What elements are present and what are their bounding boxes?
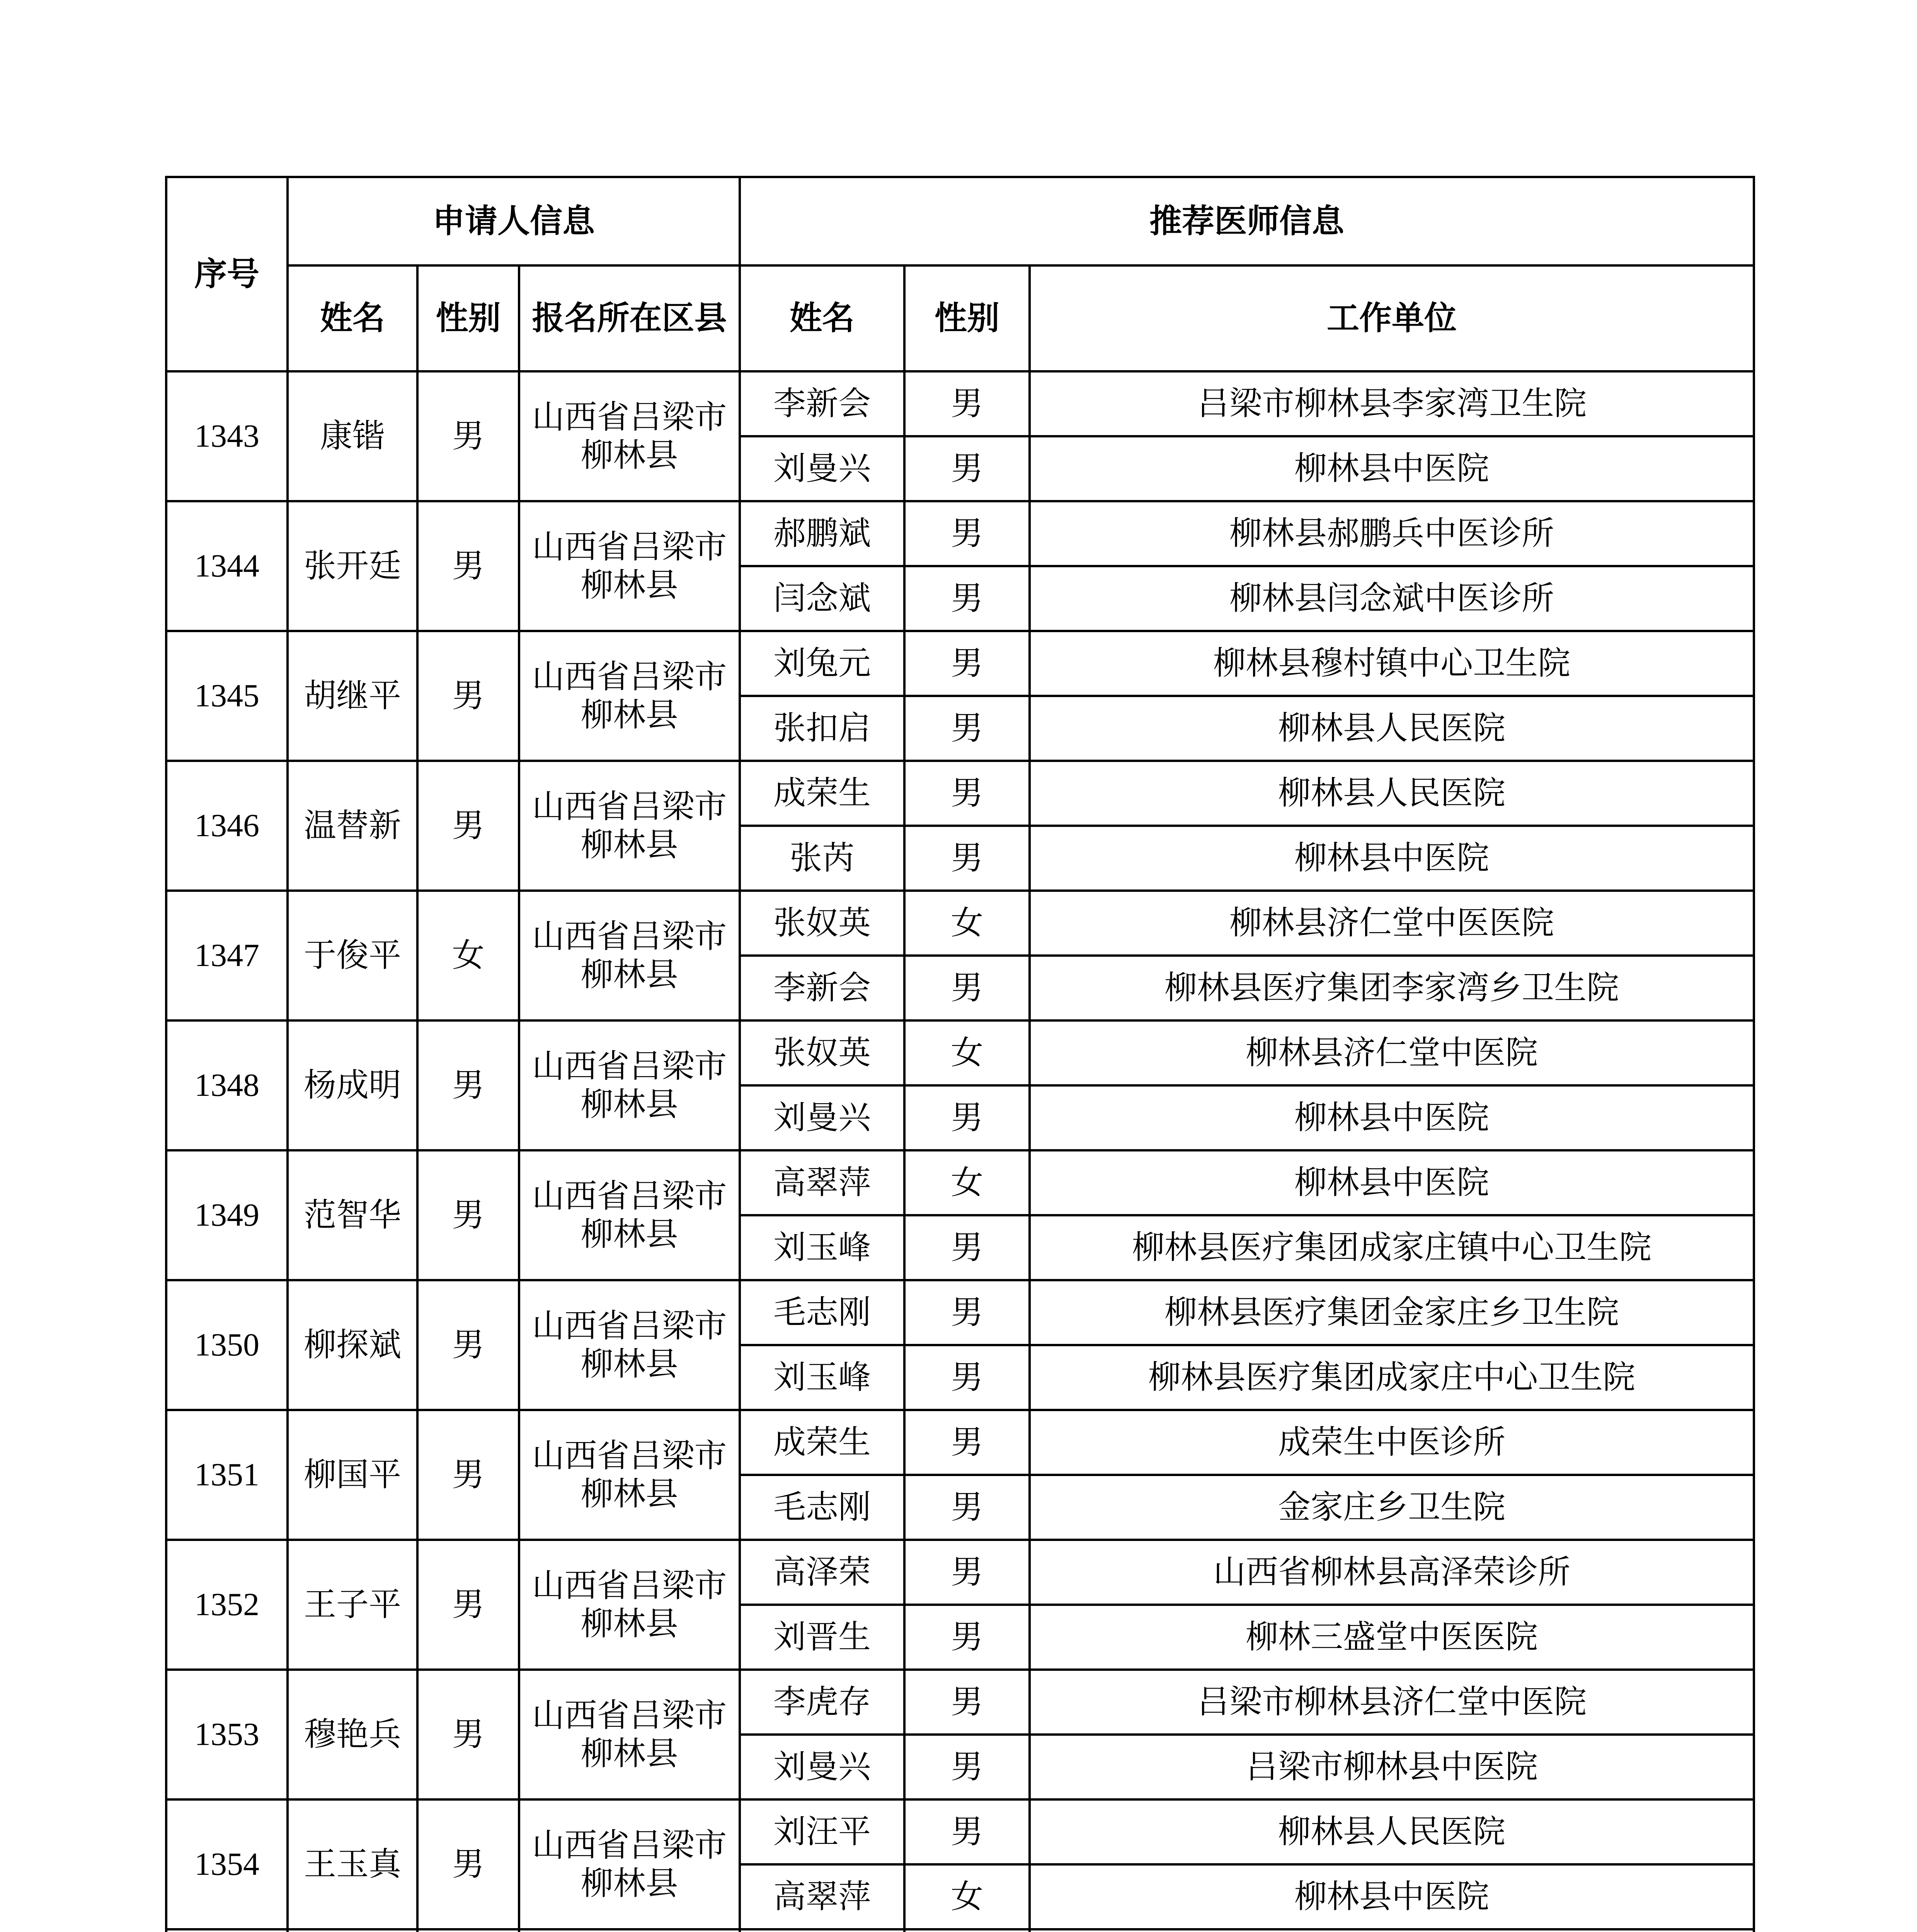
table-row xyxy=(166,1799,1754,1864)
table-row xyxy=(166,501,1754,566)
cell-seq: 1343 xyxy=(166,371,288,501)
cell-applicant-gender: 男 xyxy=(417,1540,519,1670)
cell-doctor-name: 高泽荣 xyxy=(740,1540,904,1605)
cell-doctor-name: 刘曼兴 xyxy=(740,1735,904,1799)
cell-doctor-name: 成荣生 xyxy=(740,761,904,826)
cell-seq: 1353 xyxy=(166,1670,288,1799)
header-doctor-name: 姓名 xyxy=(740,265,904,371)
cell-seq: 1347 xyxy=(166,891,288,1020)
table-row xyxy=(166,371,1754,436)
cell-doctor-gender: 男 xyxy=(904,436,1030,501)
cell-applicant-region: 山西省吕梁市柳林县 xyxy=(519,1150,740,1280)
cell-seq: 1350 xyxy=(166,1280,288,1410)
cell-doctor-gender: 女 xyxy=(904,1020,1030,1085)
cell-doctor-unit: 山西省柳林县高泽荣诊所 xyxy=(1030,1540,1754,1605)
cell-doctor-unit: 柳林县穆村镇中心卫生院 xyxy=(1030,631,1754,696)
recommendation-table xyxy=(165,176,1755,1932)
cell-applicant-gender: 男 xyxy=(417,1020,519,1150)
cell-doctor-gender: 男 xyxy=(904,1735,1030,1799)
cell-doctor-name: 刘兔元 xyxy=(740,631,904,696)
cell-doctor-name: 刘汪平 xyxy=(740,1799,904,1864)
cell-seq: 1354 xyxy=(166,1799,288,1929)
cell-doctor-unit: 柳林县医疗集团金家庄乡卫生院 xyxy=(1030,1280,1754,1345)
cell-doctor-gender: 男 xyxy=(904,1670,1030,1735)
table-row xyxy=(166,1540,1754,1605)
cell-seq xyxy=(166,1929,288,1932)
cell-applicant-gender: 女 xyxy=(417,891,519,1020)
cell-applicant-gender: 男 xyxy=(417,1410,519,1540)
cell-applicant-region: 山西省吕梁市柳林县 xyxy=(519,1410,740,1540)
cell-doctor-unit: 柳林县医疗集团成家庄镇中心卫生院 xyxy=(1030,1215,1754,1280)
cell-doctor-gender: 男 xyxy=(904,1410,1030,1475)
table-row xyxy=(166,1410,1754,1475)
header-applicant-gender: 性别 xyxy=(417,265,519,371)
cell-doctor-name: 刘曼兴 xyxy=(740,436,904,501)
cell-doctor-name: 高翠萍 xyxy=(740,1864,904,1929)
cell-applicant-name: 张开廷 xyxy=(288,501,417,631)
header-doctor-info: 推荐医师信息 xyxy=(740,177,1754,265)
cell-applicant-name: 柳国平 xyxy=(288,1410,417,1540)
cell-doctor-gender: 男 xyxy=(904,371,1030,436)
table-row xyxy=(166,1280,1754,1345)
cell-doctor-unit: 柳林县医疗集团李家湾乡卫生院 xyxy=(1030,956,1754,1020)
cell-applicant-gender: 男 xyxy=(417,1799,519,1929)
cell-doctor-name: 李新会 xyxy=(740,371,904,436)
cell-doctor-name: 张奴英 xyxy=(740,891,904,956)
cell-applicant-name: 温替新 xyxy=(288,761,417,891)
table-body xyxy=(166,371,1754,1932)
cell-doctor-gender: 男 xyxy=(904,1345,1030,1410)
cell-applicant-gender: 男 xyxy=(417,761,519,891)
table-row xyxy=(166,1020,1754,1085)
cell-doctor-gender: 男 xyxy=(904,696,1030,761)
cell-doctor-name xyxy=(740,1929,904,1932)
cell-applicant-region: 山西省吕梁市柳林县 xyxy=(519,1799,740,1929)
cell-applicant-name: 胡继平 xyxy=(288,631,417,761)
cell-applicant-name: 于俊平 xyxy=(288,891,417,1020)
cell-applicant-gender xyxy=(417,1929,519,1932)
cell-doctor-name: 张奴英 xyxy=(740,1020,904,1085)
cell-doctor-gender: 男 xyxy=(904,631,1030,696)
cell-doctor-unit: 柳林县济仁堂中医医院 xyxy=(1030,891,1754,956)
cell-seq: 1352 xyxy=(166,1540,288,1670)
cell-doctor-gender: 男 xyxy=(904,761,1030,826)
cell-doctor-name: 刘晋生 xyxy=(740,1605,904,1670)
cell-doctor-gender: 男 xyxy=(904,1605,1030,1670)
cell-applicant-region: 山西省吕梁市柳林县 xyxy=(519,371,740,501)
cell-doctor-gender: 男 xyxy=(904,1215,1030,1280)
cell-doctor-name: 毛志刚 xyxy=(740,1280,904,1345)
cell-doctor-name: 郝鹏斌 xyxy=(740,501,904,566)
header-doctor-gender: 性别 xyxy=(904,265,1030,371)
cell-applicant-region: 山西省吕梁市柳林县 xyxy=(519,1670,740,1799)
cell-doctor-name: 李新会 xyxy=(740,956,904,1020)
cell-applicant-name: 柳探斌 xyxy=(288,1280,417,1410)
cell-doctor-unit: 柳林县郝鹏兵中医诊所 xyxy=(1030,501,1754,566)
cell-doctor-unit: 柳林县济仁堂中医院 xyxy=(1030,1020,1754,1085)
cell-doctor-gender: 女 xyxy=(904,1150,1030,1215)
cell-doctor-name: 刘曼兴 xyxy=(740,1085,904,1150)
cell-doctor-unit: 柳林三盛堂中医医院 xyxy=(1030,1605,1754,1670)
header-seq: 序号 xyxy=(166,177,288,371)
header-doctor-unit: 工作单位 xyxy=(1030,265,1754,371)
table-row xyxy=(166,891,1754,956)
table-row xyxy=(166,1670,1754,1735)
cell-applicant-region: 山西省吕梁市柳林县 xyxy=(519,1280,740,1410)
cell-doctor-unit: 吕梁市柳林县中医院 xyxy=(1030,1735,1754,1799)
cell-doctor-unit: 柳林县医疗集团成家庄中心卫生院 xyxy=(1030,1345,1754,1410)
cell-applicant-name: 穆艳兵 xyxy=(288,1670,417,1799)
cell-doctor-gender: 男 xyxy=(904,1280,1030,1345)
cell-applicant-region xyxy=(519,1929,740,1932)
cell-seq: 1349 xyxy=(166,1150,288,1280)
cell-applicant-region: 山西省吕梁市柳林县 xyxy=(519,631,740,761)
cell-applicant-gender: 男 xyxy=(417,1280,519,1410)
cell-applicant-region: 山西省吕梁市柳林县 xyxy=(519,761,740,891)
cell-doctor-name: 李虎存 xyxy=(740,1670,904,1735)
cell-doctor-gender: 男 xyxy=(904,1799,1030,1864)
cell-doctor-gender: 男 xyxy=(904,1540,1030,1605)
cell-seq: 1351 xyxy=(166,1410,288,1540)
cell-applicant-name: 康锴 xyxy=(288,371,417,501)
table-row xyxy=(166,1929,1754,1932)
cell-doctor-name: 张扣启 xyxy=(740,696,904,761)
cell-doctor-unit: 柳林县人民医院 xyxy=(1030,696,1754,761)
cell-doctor-gender: 男 xyxy=(904,826,1030,891)
cell-doctor-gender xyxy=(904,1929,1030,1932)
cell-doctor-gender: 女 xyxy=(904,891,1030,956)
cell-seq: 1345 xyxy=(166,631,288,761)
cell-applicant-name xyxy=(288,1929,417,1932)
cell-doctor-unit: 吕梁市柳林县李家湾卫生院 xyxy=(1030,371,1754,436)
cell-applicant-gender: 男 xyxy=(417,501,519,631)
cell-applicant-gender: 男 xyxy=(417,1670,519,1799)
cell-applicant-gender: 男 xyxy=(417,631,519,761)
table-row xyxy=(166,1150,1754,1215)
cell-doctor-unit: 柳林县中医院 xyxy=(1030,1864,1754,1929)
cell-applicant-region: 山西省吕梁市柳林县 xyxy=(519,1020,740,1150)
cell-doctor-name: 刘玉峰 xyxy=(740,1345,904,1410)
cell-doctor-gender: 男 xyxy=(904,1475,1030,1540)
cell-doctor-unit: 吕梁市柳林县济仁堂中医院 xyxy=(1030,1670,1754,1735)
cell-seq: 1346 xyxy=(166,761,288,891)
cell-doctor-unit: 柳林县中医院 xyxy=(1030,1085,1754,1150)
cell-doctor-unit: 柳林县中医院 xyxy=(1030,436,1754,501)
table-row xyxy=(166,761,1754,826)
cell-doctor-unit: 柳林县人民医院 xyxy=(1030,1799,1754,1864)
cell-doctor-gender: 男 xyxy=(904,566,1030,631)
cell-doctor-name: 毛志刚 xyxy=(740,1475,904,1540)
cell-doctor-unit: 柳林县闫念斌中医诊所 xyxy=(1030,566,1754,631)
cell-doctor-unit: 成荣生中医诊所 xyxy=(1030,1410,1754,1475)
cell-doctor-unit xyxy=(1030,1929,1754,1932)
cell-doctor-gender: 女 xyxy=(904,1864,1030,1929)
cell-doctor-name: 张芮 xyxy=(740,826,904,891)
cell-doctor-unit: 柳林县人民医院 xyxy=(1030,761,1754,826)
cell-applicant-region: 山西省吕梁市柳林县 xyxy=(519,501,740,631)
cell-seq: 1344 xyxy=(166,501,288,631)
cell-applicant-name: 王子平 xyxy=(288,1540,417,1670)
cell-applicant-region: 山西省吕梁市柳林县 xyxy=(519,1540,740,1670)
cell-applicant-gender: 男 xyxy=(417,1150,519,1280)
header-applicant-info: 申请人信息 xyxy=(288,177,740,265)
cell-doctor-gender: 男 xyxy=(904,501,1030,566)
cell-doctor-gender: 男 xyxy=(904,1085,1030,1150)
cell-doctor-name: 成荣生 xyxy=(740,1410,904,1475)
cell-applicant-gender: 男 xyxy=(417,371,519,501)
cell-doctor-gender: 男 xyxy=(904,956,1030,1020)
cell-applicant-name: 范智华 xyxy=(288,1150,417,1280)
cell-applicant-region: 山西省吕梁市柳林县 xyxy=(519,891,740,1020)
header-applicant-region: 报名所在区县 xyxy=(519,265,740,371)
cell-doctor-unit: 柳林县中医院 xyxy=(1030,826,1754,891)
cell-applicant-name: 杨成明 xyxy=(288,1020,417,1150)
cell-doctor-unit: 金家庄乡卫生院 xyxy=(1030,1475,1754,1540)
cell-doctor-name: 闫念斌 xyxy=(740,566,904,631)
cell-doctor-name: 刘玉峰 xyxy=(740,1215,904,1280)
table-row xyxy=(166,631,1754,696)
cell-doctor-unit: 柳林县中医院 xyxy=(1030,1150,1754,1215)
cell-doctor-name: 高翠萍 xyxy=(740,1150,904,1215)
cell-seq: 1348 xyxy=(166,1020,288,1150)
header-applicant-name: 姓名 xyxy=(288,265,417,371)
cell-applicant-name: 王玉真 xyxy=(288,1799,417,1929)
